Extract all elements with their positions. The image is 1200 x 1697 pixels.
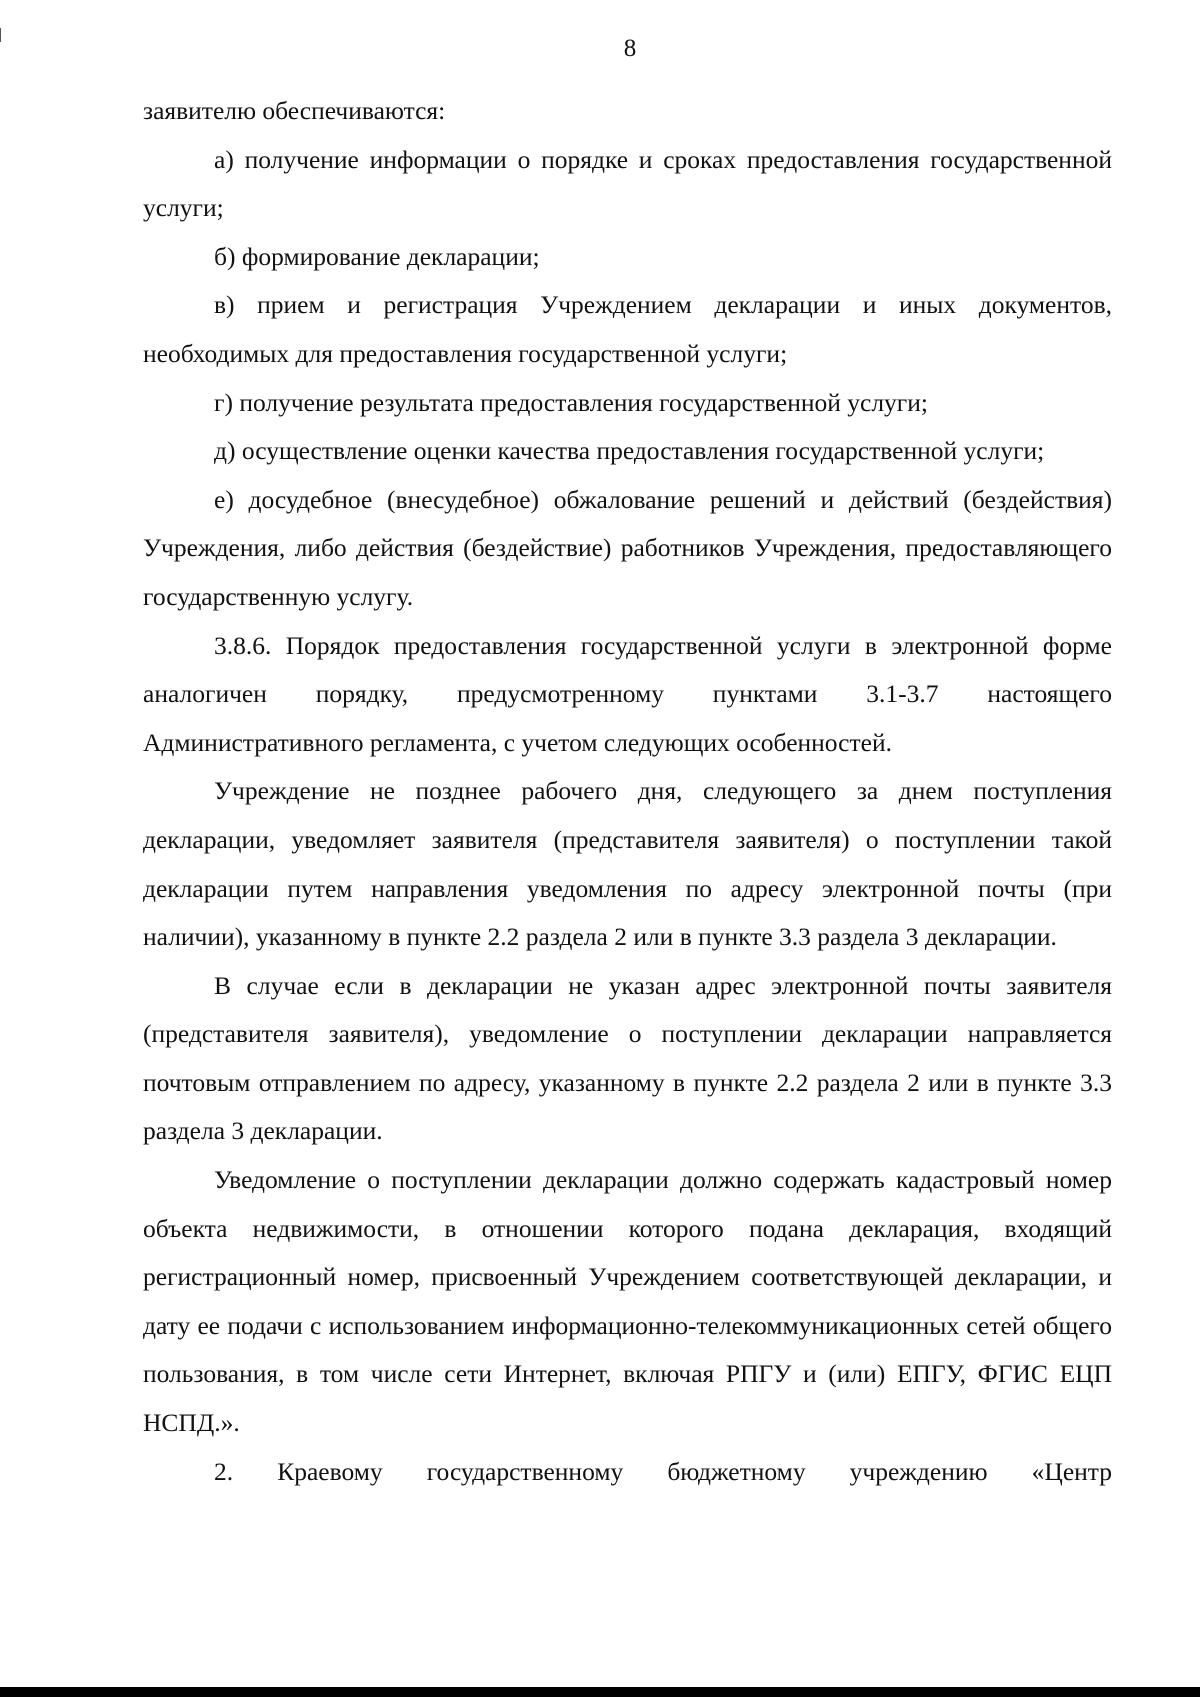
scan-bottom-border bbox=[0, 1687, 1200, 1697]
list-item-a: а) получение информации о порядке и сроках предоставления государственной услуги; bbox=[143, 144, 1112, 223]
clause-3-8-6: 3.8.6. Порядок предоставления государственной услуги в электронной форме аналогичен порядку, предусмотренному пунктами 3.1-3.7 настоящего Административного регламента, с учетом следующих особенностей. bbox=[143, 630, 1112, 757]
list-item-v: в) прием и регистрация Учреждением декларации и иных документов, необходимых для предоставления государственной услуги; bbox=[143, 290, 1112, 368]
paragraph-notification-deadline: Учреждение не позднее рабочего дня, следующего за днем поступления декларации, уведомляет заявителя (представителя заявителя) о поступлении такой декларации путем направления уведомления по адресу электронной почты (при наличии), указанному в пункте 2.2 раздела 2 или в пункте 3.3 раздела 3 декларации. bbox=[143, 776, 1112, 952]
paragraph-continuation: заявителю обеспечиваются: bbox=[143, 96, 446, 125]
document-body bbox=[143, 87, 1112, 1496]
paragraph-notification-content: Уведомление о поступлении декларации должно содержать кадастровый номер объекта недвижимости, в отношении которого подана декларация, входящий регистрационный номер, присвоенный Учреждением соответствующей декларации, и дату ее подачи с использованием информационно-телекоммуникационных сетей общего пользования, в том числе сети Интернет, включая РПГУ и (или) ЕПГУ, ФГИС ЕЦП НСПД.». bbox=[143, 1165, 1112, 1438]
list-item-b: б) формирование декларации; bbox=[214, 241, 540, 271]
page-number: 8 bbox=[623, 35, 637, 62]
list-item-e: е) досудебное (внесудебное) обжалование решений и действий (бездействия) Учреждения, либо действия (бездействие) работников Учреждения, предоставляющего государственную услугу. bbox=[143, 484, 1112, 611]
list-item-g: г) получение результата предоставления государственной услуги; bbox=[214, 387, 928, 417]
item-2-start: 2. Краевому государственному бюджетному учреждению «Центр bbox=[214, 1456, 1112, 1486]
paragraph-postal-notification: В случае если в декларации не указан адрес электронной почты заявителя (представителя заявителя), уведомление о поступлении декларации направляется почтовым отправлением по адресу, указанному в пункте 2.2 раздела 2 или в пункте 3.3 раздела 3 декларации. bbox=[143, 970, 1112, 1146]
list-item-d: д) осуществление оценки качества предоставления государственной услуги; bbox=[214, 436, 1045, 466]
